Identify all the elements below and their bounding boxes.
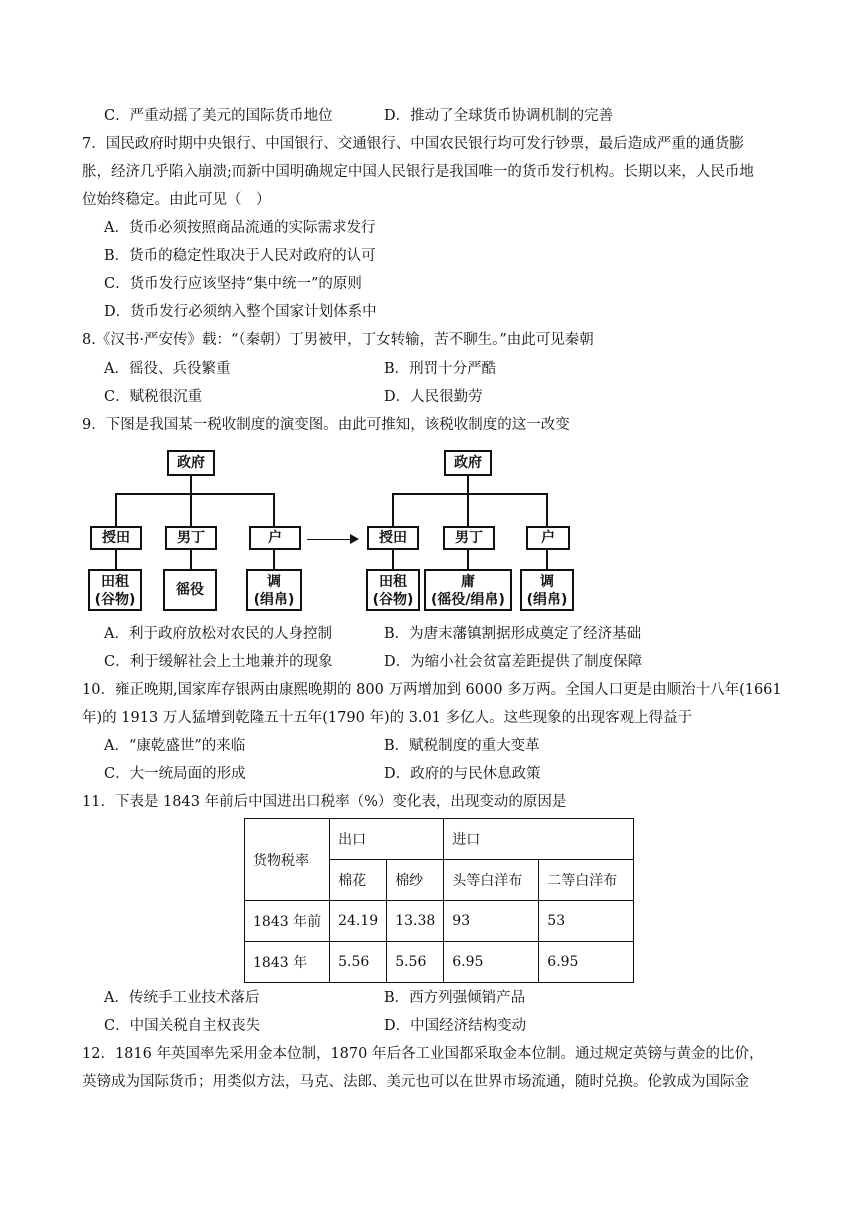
q12-stem-line-2: 英镑成为国际货币；用类似方法，马克、法郎、美元也可以在世界市场流通，随时兑换。伦敦成为国际金 [82,1074,749,1090]
q11-option-b: B．西方列强倾销产品 [384,990,526,1006]
col-second-grade-cloth: 二等白洋布 [539,860,634,901]
q8-option-d: D．人民很勤劳 [384,389,483,405]
table-row: 1843 年 5.56 5.56 6.95 6.95 [245,942,634,983]
q9-option-b: B．为唐末藩镇割据形成奠定了经济基础 [384,626,642,642]
q11-stem: 11．下表是 1843 年前后中国进出口税率（%）变化表，出现变动的原因是 [82,794,567,810]
left-adult-male-box: 男丁 [165,526,217,550]
q8-option-c: C．赋税很沉重 [104,389,203,405]
left-tiao-box: 调 (绢帛) [246,569,302,611]
left-household-box: 户 [249,526,301,550]
q6-option-c: C．严重动摇了美元的国际货币地位 [104,108,333,124]
right-land-rent-box: 田租 (谷物) [366,569,420,611]
right-land-grant-box: 授田 [367,526,419,550]
left-government-box: 政府 [167,450,215,476]
export-header: 出口 [330,819,444,860]
q7-stem-line-1: 7．国民政府时期中央银行、中国银行、交通银行、中国农民银行均可发行钞票，最后造成严重的通货膨 [82,136,744,152]
q10-option-c: C．大一统局面的形成 [104,766,246,782]
q11-option-c: C．中国关税自主权丧失 [104,1018,261,1034]
import-header: 进口 [444,819,634,860]
q7-stem-line-2: 胀，经济几乎陷入崩溃;而新中国明确规定中国人民银行是我国唯一的货币发行机构。长期以来，人民币地 [82,164,754,180]
q11-option-d: D．中国经济结构变动 [384,1018,527,1034]
q11-option-a: A．传统手工业技术落后 [104,990,260,1006]
right-household-box: 户 [526,526,570,550]
q10-stem-line-1: 10．雍正晚期,国家库存银两由康熙晚期的 800 万两增加到 6000 多万两。全国人口更是由顺治十八年(1661 [82,682,782,698]
left-land-grant-box: 授田 [90,526,142,550]
right-tiao-box: 调 (绢帛) [520,569,574,611]
left-land-rent-box: 田租 (谷物) [88,569,142,611]
col-cotton: 棉花 [330,860,387,901]
q7-option-d: D．货币发行必须纳入整个国家计划体系中 [104,304,377,320]
q8-stem: 8.《汉书·严安传》载：“（秦朝）丁男被甲，丁女转输，苦不聊生。”由此可见秦朝 [82,332,594,348]
tariff-table [244,818,634,983]
q12-stem-line-1: 12．1816 年英国率先采用金本位制，1870 年后各工业国都采取金本位制。通过规定英镑与黄金的比价， [82,1046,764,1062]
arrow-icon [350,534,359,544]
q9-option-a: A．利于政府放松对农民的人身控制 [104,626,332,642]
q7-stem-line-3: 位始终稳定。由此可见（ ） [82,192,271,208]
right-government-box: 政府 [444,450,492,476]
table-row: 1843 年前 24.19 13.38 93 53 [245,901,634,942]
q6-option-d: D．推动了全球货币协调机制的完善 [384,108,614,124]
q7-option-a: A．货币必须按照商品流通的实际需求发行 [104,220,376,236]
col-cotton-yarn: 棉纱 [387,860,444,901]
q7-option-b: B．货币的稳定性取决于人民对政府的认可 [104,248,376,264]
q7-option-c: C．货币发行应该坚持“集中统一”的原则 [104,276,362,292]
left-corvee-box: 徭役 [163,569,217,611]
q8-option-b: B．刑罚十分严酷 [384,361,497,377]
q10-stem-line-2: 年)的 1913 万人猛增到乾隆五十五年(1790 年)的 3.01 多亿人。这些现象的出现客观上得益于 [82,710,693,726]
q10-option-a: A．“康乾盛世”的来临 [104,738,246,754]
table-corner-header: 货物税率 [245,819,330,901]
q10-option-b: B．赋税制度的重大变革 [384,738,540,754]
right-adult-male-box: 男丁 [443,526,495,550]
q10-option-d: D．政府的与民休息政策 [384,766,541,782]
q9-stem: 9．下图是我国某一税收制度的演变图。由此可推知，该税收制度的这一改变 [82,417,570,433]
right-yong-box: 庸 (徭役/绢帛) [424,569,512,611]
col-first-grade-cloth: 头等白洋布 [444,860,539,901]
q9-option-d: D．为缩小社会贫富差距提供了制度保障 [384,654,643,670]
q8-option-a: A．徭役、兵役繁重 [104,361,231,377]
q9-option-c: C．利于缓解社会上土地兼并的现象 [104,654,333,670]
